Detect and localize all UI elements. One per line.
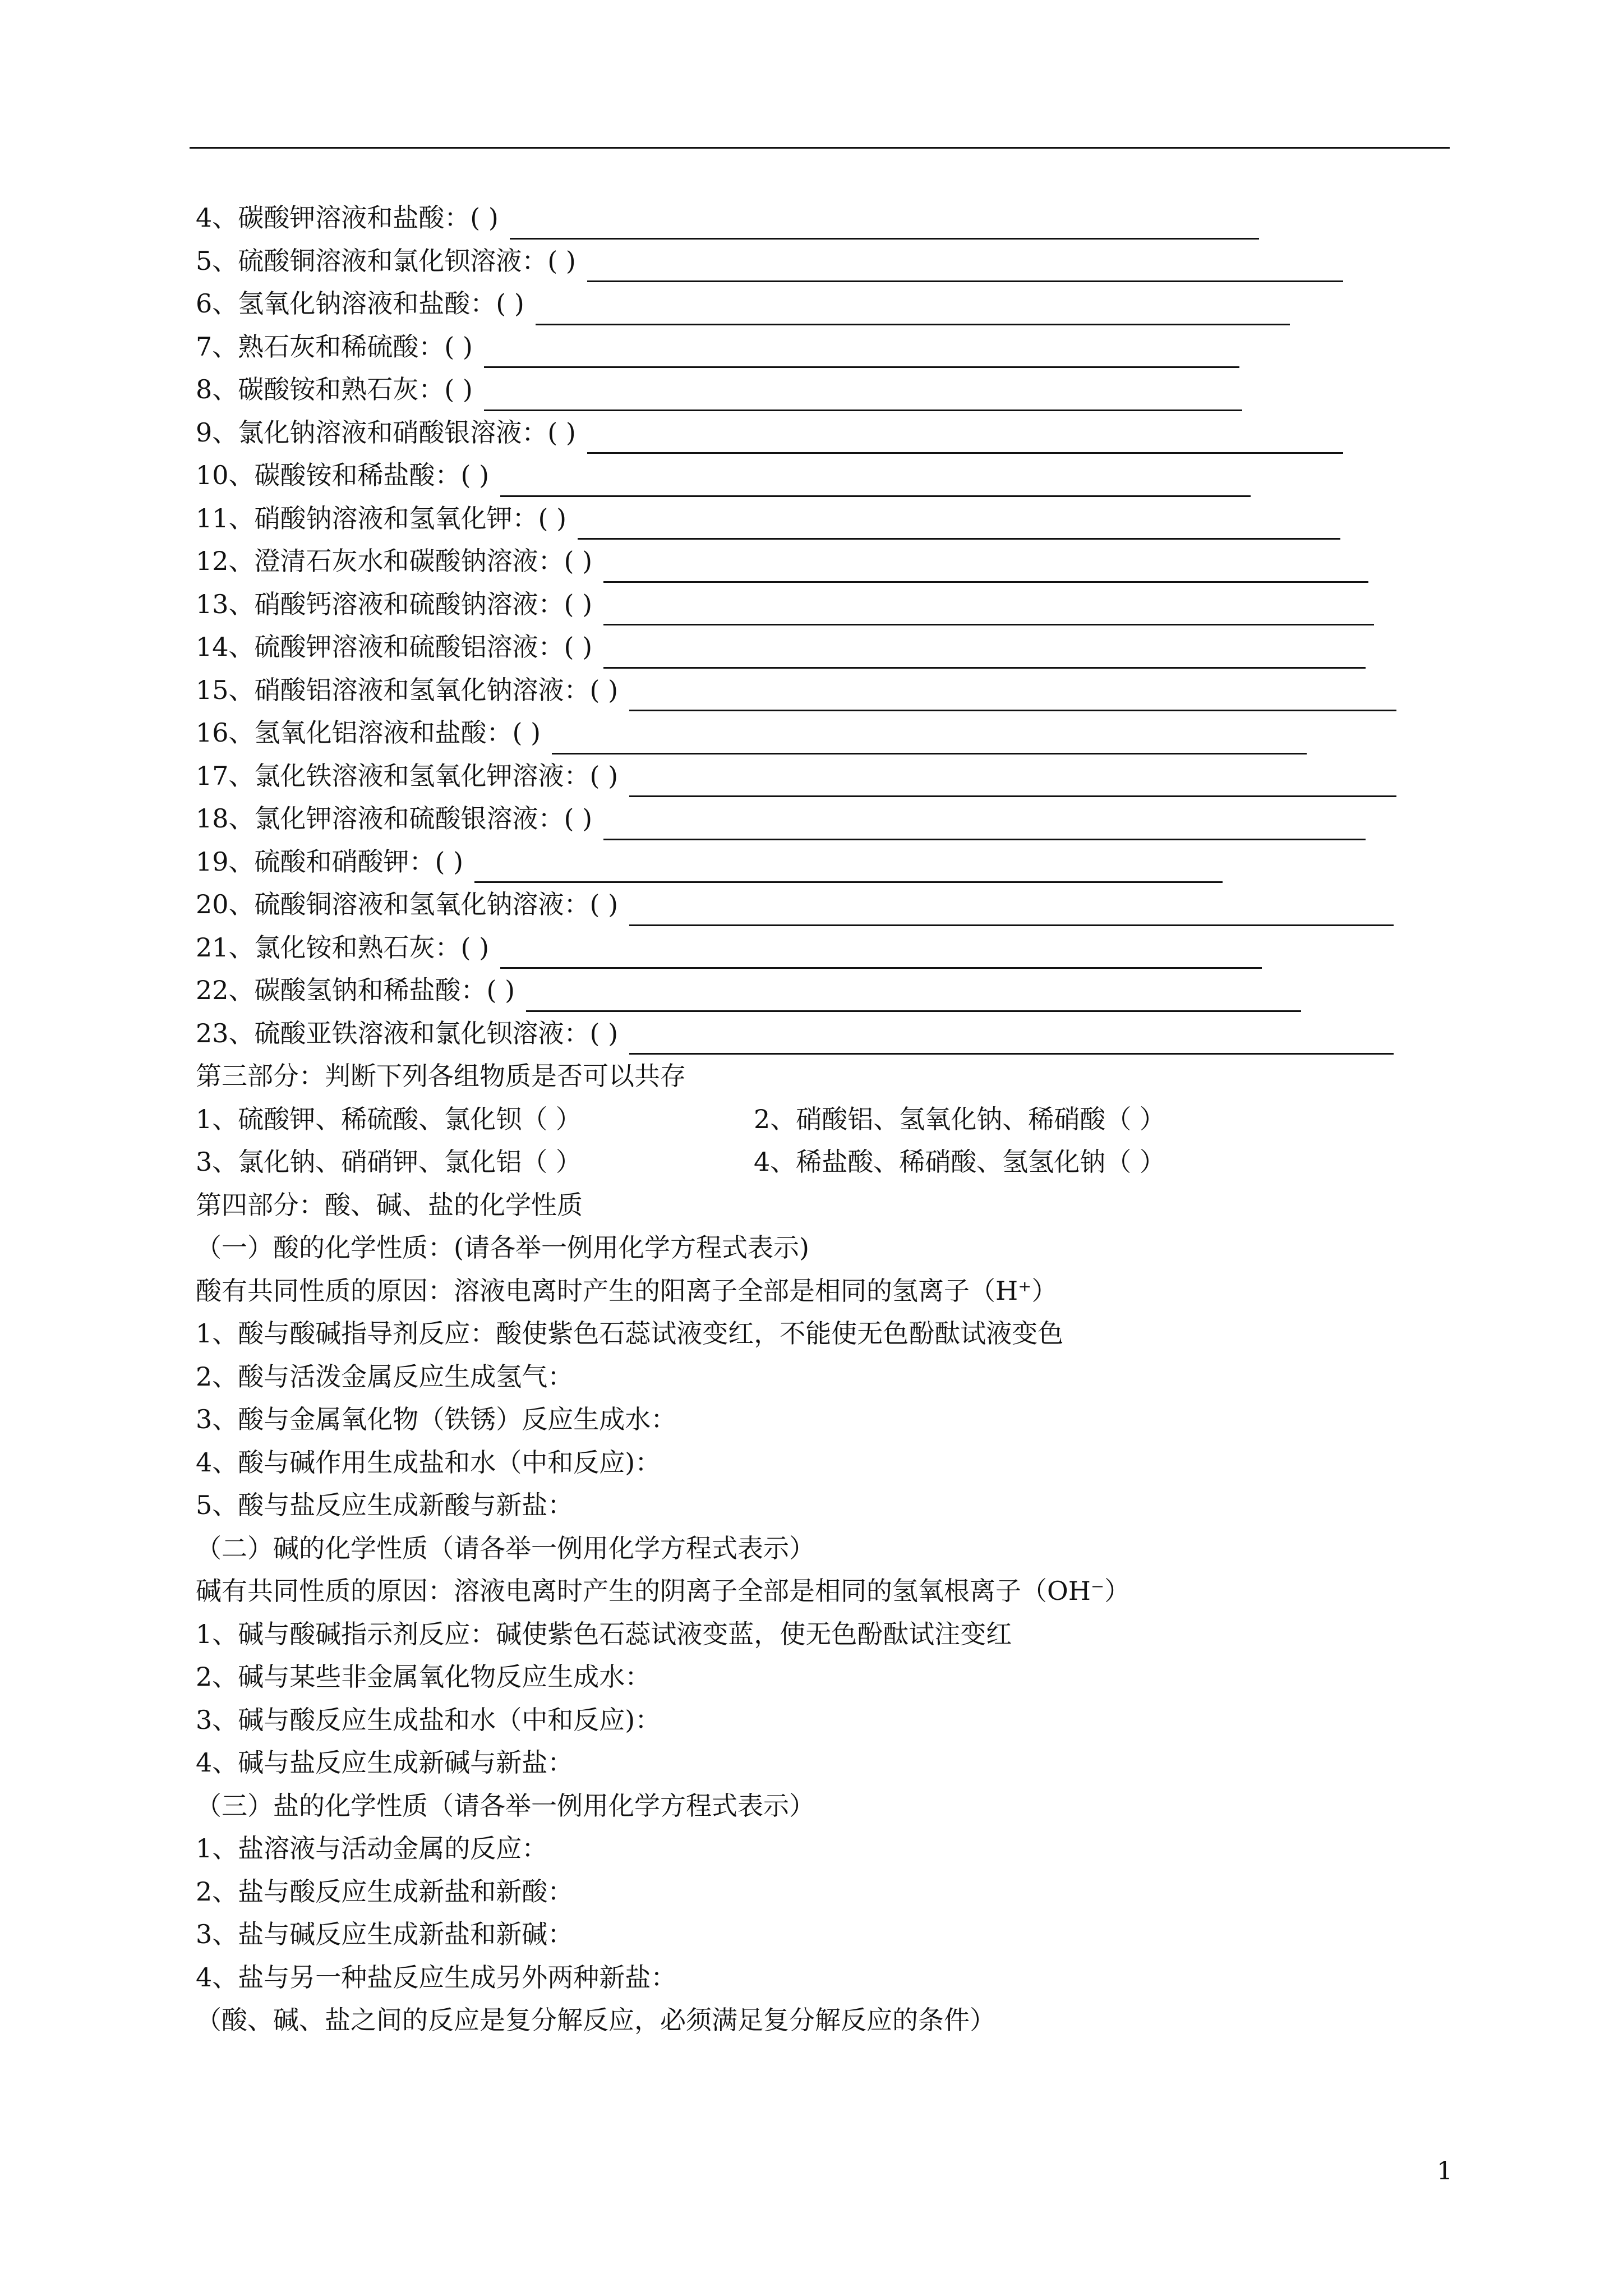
answer-blank[interactable]	[484, 337, 1239, 368]
question-label: 5、硫酸铜溶液和氯化钡溶液：( )	[196, 245, 576, 276]
question-label: 11、硝酸钠溶液和氢氧化钾：( )	[196, 503, 567, 533]
question-row	[196, 240, 1452, 283]
base-item: 1、碱与酸碱指示剂反应：碱使紫色石蕊试液变蓝，使无色酚酞试注变红	[196, 1618, 1012, 1649]
answer-blank[interactable]	[629, 680, 1396, 711]
question-list	[196, 196, 1452, 1055]
answer-blank[interactable]	[500, 938, 1262, 969]
acid-item: 3、酸与金属氧化物（铁锈）反应生成水：	[196, 1404, 677, 1434]
question-label: 23、硫酸亚铁溶液和氯化钡溶液：( )	[196, 1018, 619, 1048]
answer-blank[interactable]	[587, 251, 1343, 282]
acid-reason: 酸有共同性质的原因：溶液电离时产生的阳离子全部是相同的氢离子（H⁺）	[196, 1275, 1058, 1306]
answer-blank[interactable]	[629, 1024, 1394, 1055]
question-row	[196, 196, 1452, 240]
question-row	[196, 540, 1452, 583]
question-label: 14、硫酸钾溶液和硫酸铝溶液：( )	[196, 632, 593, 662]
question-label: 13、硝酸钙溶液和硫酸钠溶液：( )	[196, 588, 593, 619]
question-row	[196, 926, 1452, 969]
answer-blank[interactable]	[587, 423, 1343, 454]
question-label: 17、氯化铁溶液和氢氧化钾溶液：( )	[196, 760, 619, 791]
question-row	[196, 625, 1452, 669]
answer-blank[interactable]	[603, 638, 1366, 669]
answer-blank[interactable]	[603, 552, 1368, 583]
question-row	[196, 840, 1452, 884]
part3-item: 1、硫酸钾、稀硫酸、氯化钡（ ）	[196, 1103, 582, 1134]
base-heading: （二）碱的化学性质（请各举一例用化学方程式表示）	[196, 1533, 815, 1563]
acid-heading: （一）酸的化学性质：(请各举一例用化学方程式表示)	[196, 1232, 809, 1263]
question-row	[196, 411, 1452, 454]
answer-blank[interactable]	[484, 380, 1242, 411]
question-row	[196, 969, 1452, 1012]
answer-blank[interactable]	[500, 466, 1251, 497]
question-label: 9、氯化钠溶液和硝酸银溶液：( )	[196, 417, 576, 448]
answer-blank[interactable]	[629, 766, 1396, 797]
salt-heading: （三）盐的化学性质（请各举一例用化学方程式表示）	[196, 1790, 815, 1821]
question-label: 20、硫酸铜溶液和氢氧化钠溶液：( )	[196, 889, 619, 919]
salt-item: 2、盐与酸反应生成新盐和新酸：	[196, 1876, 574, 1907]
salt-item: 3、盐与碱反应生成新盐和新碱：	[196, 1919, 574, 1949]
question-row	[196, 497, 1452, 540]
question-row	[196, 454, 1452, 497]
answer-blank[interactable]	[603, 809, 1366, 840]
question-row	[196, 797, 1452, 840]
question-row	[196, 1012, 1452, 1055]
question-label: 4、碳酸钾溶液和盐酸：( )	[196, 203, 499, 233]
part4-title: 第四部分：酸、碱、盐的化学性质	[196, 1189, 583, 1220]
acid-item: 1、酸与酸碱指导剂反应：酸使紫色石蕊试液变红，不能使无色酚酞试液变色	[196, 1318, 1064, 1349]
part3-item: 2、硝酸铝、氢氧化钠、稀硝酸（ ）	[754, 1103, 1165, 1134]
acid-item: 2、酸与活泼金属反应生成氢气：	[196, 1361, 574, 1392]
question-row	[196, 583, 1452, 626]
question-label: 19、硫酸和硝酸钾：( )	[196, 846, 464, 877]
part3-row	[196, 1140, 1452, 1184]
question-label: 12、澄清石灰水和碳酸钠溶液：( )	[196, 546, 593, 576]
part3-row	[196, 1098, 1452, 1141]
base-item: 3、碱与酸反应生成盐和水（中和反应)：	[196, 1704, 661, 1735]
question-label: 18、氯化钾溶液和硫酸银溶液：( )	[196, 803, 593, 834]
answer-blank[interactable]	[510, 209, 1259, 240]
answer-blank[interactable]	[629, 895, 1394, 926]
answer-blank[interactable]	[474, 852, 1223, 883]
base-item: 2、碱与某些非金属氧化物反应生成水：	[196, 1662, 651, 1692]
question-label: 7、熟石灰和稀硫酸：( )	[196, 331, 473, 362]
question-label: 6、氢氧化钠溶液和盐酸：( )	[196, 288, 524, 319]
question-label: 22、碳酸氢钠和稀盐酸：( )	[196, 975, 515, 1005]
salt-note: （酸、碱、盐之间的反应是复分解反应，必须满足复分解反应的条件）	[196, 2005, 995, 2035]
answer-blank[interactable]	[526, 981, 1301, 1012]
part3-item: 3、氯化钠、硝硝钾、氯化铝（ ）	[196, 1147, 582, 1177]
question-row	[196, 282, 1452, 325]
question-row	[196, 711, 1452, 754]
question-row	[196, 325, 1452, 369]
base-item: 4、碱与盐反应生成新碱与新盐：	[196, 1747, 574, 1778]
part3-item: 4、稀盐酸、稀硝酸、氢氢化钠（ ）	[754, 1147, 1165, 1177]
question-label: 8、碳酸铵和熟石灰：( )	[196, 374, 473, 404]
answer-blank[interactable]	[552, 724, 1307, 754]
acid-item: 5、酸与盐反应生成新酸与新盐：	[196, 1490, 574, 1520]
header-rule	[190, 147, 1450, 149]
answer-blank[interactable]	[578, 509, 1340, 540]
question-label: 10、碳酸铵和稀盐酸：( )	[196, 460, 490, 490]
part3-title: 第三部分：判断下列各组物质是否可以共存	[196, 1061, 686, 1091]
page-number: 1	[1437, 2157, 1453, 2185]
question-label: 16、氢氧化铝溶液和盐酸：( )	[196, 717, 541, 748]
question-row	[196, 883, 1452, 926]
question-row	[196, 754, 1452, 798]
base-reason: 碱有共同性质的原因：溶液电离时产生的阴离子全部是相同的氢氧根离子（OH⁻）	[196, 1576, 1131, 1606]
salt-item: 1、盐溶液与活动金属的反应：	[196, 1833, 548, 1864]
document-body	[196, 196, 1452, 2042]
answer-blank[interactable]	[536, 295, 1290, 325]
answer-blank[interactable]	[603, 595, 1374, 625]
question-label: 21、氯化铵和熟石灰：( )	[196, 932, 490, 963]
question-label: 15、硝酸铝溶液和氢氧化钠溶液：( )	[196, 674, 619, 705]
question-row	[196, 368, 1452, 411]
acid-item: 4、酸与碱作用生成盐和水（中和反应)：	[196, 1447, 661, 1478]
question-row	[196, 669, 1452, 712]
salt-item: 4、盐与另一种盐反应生成另外两种新盐：	[196, 1962, 677, 1993]
